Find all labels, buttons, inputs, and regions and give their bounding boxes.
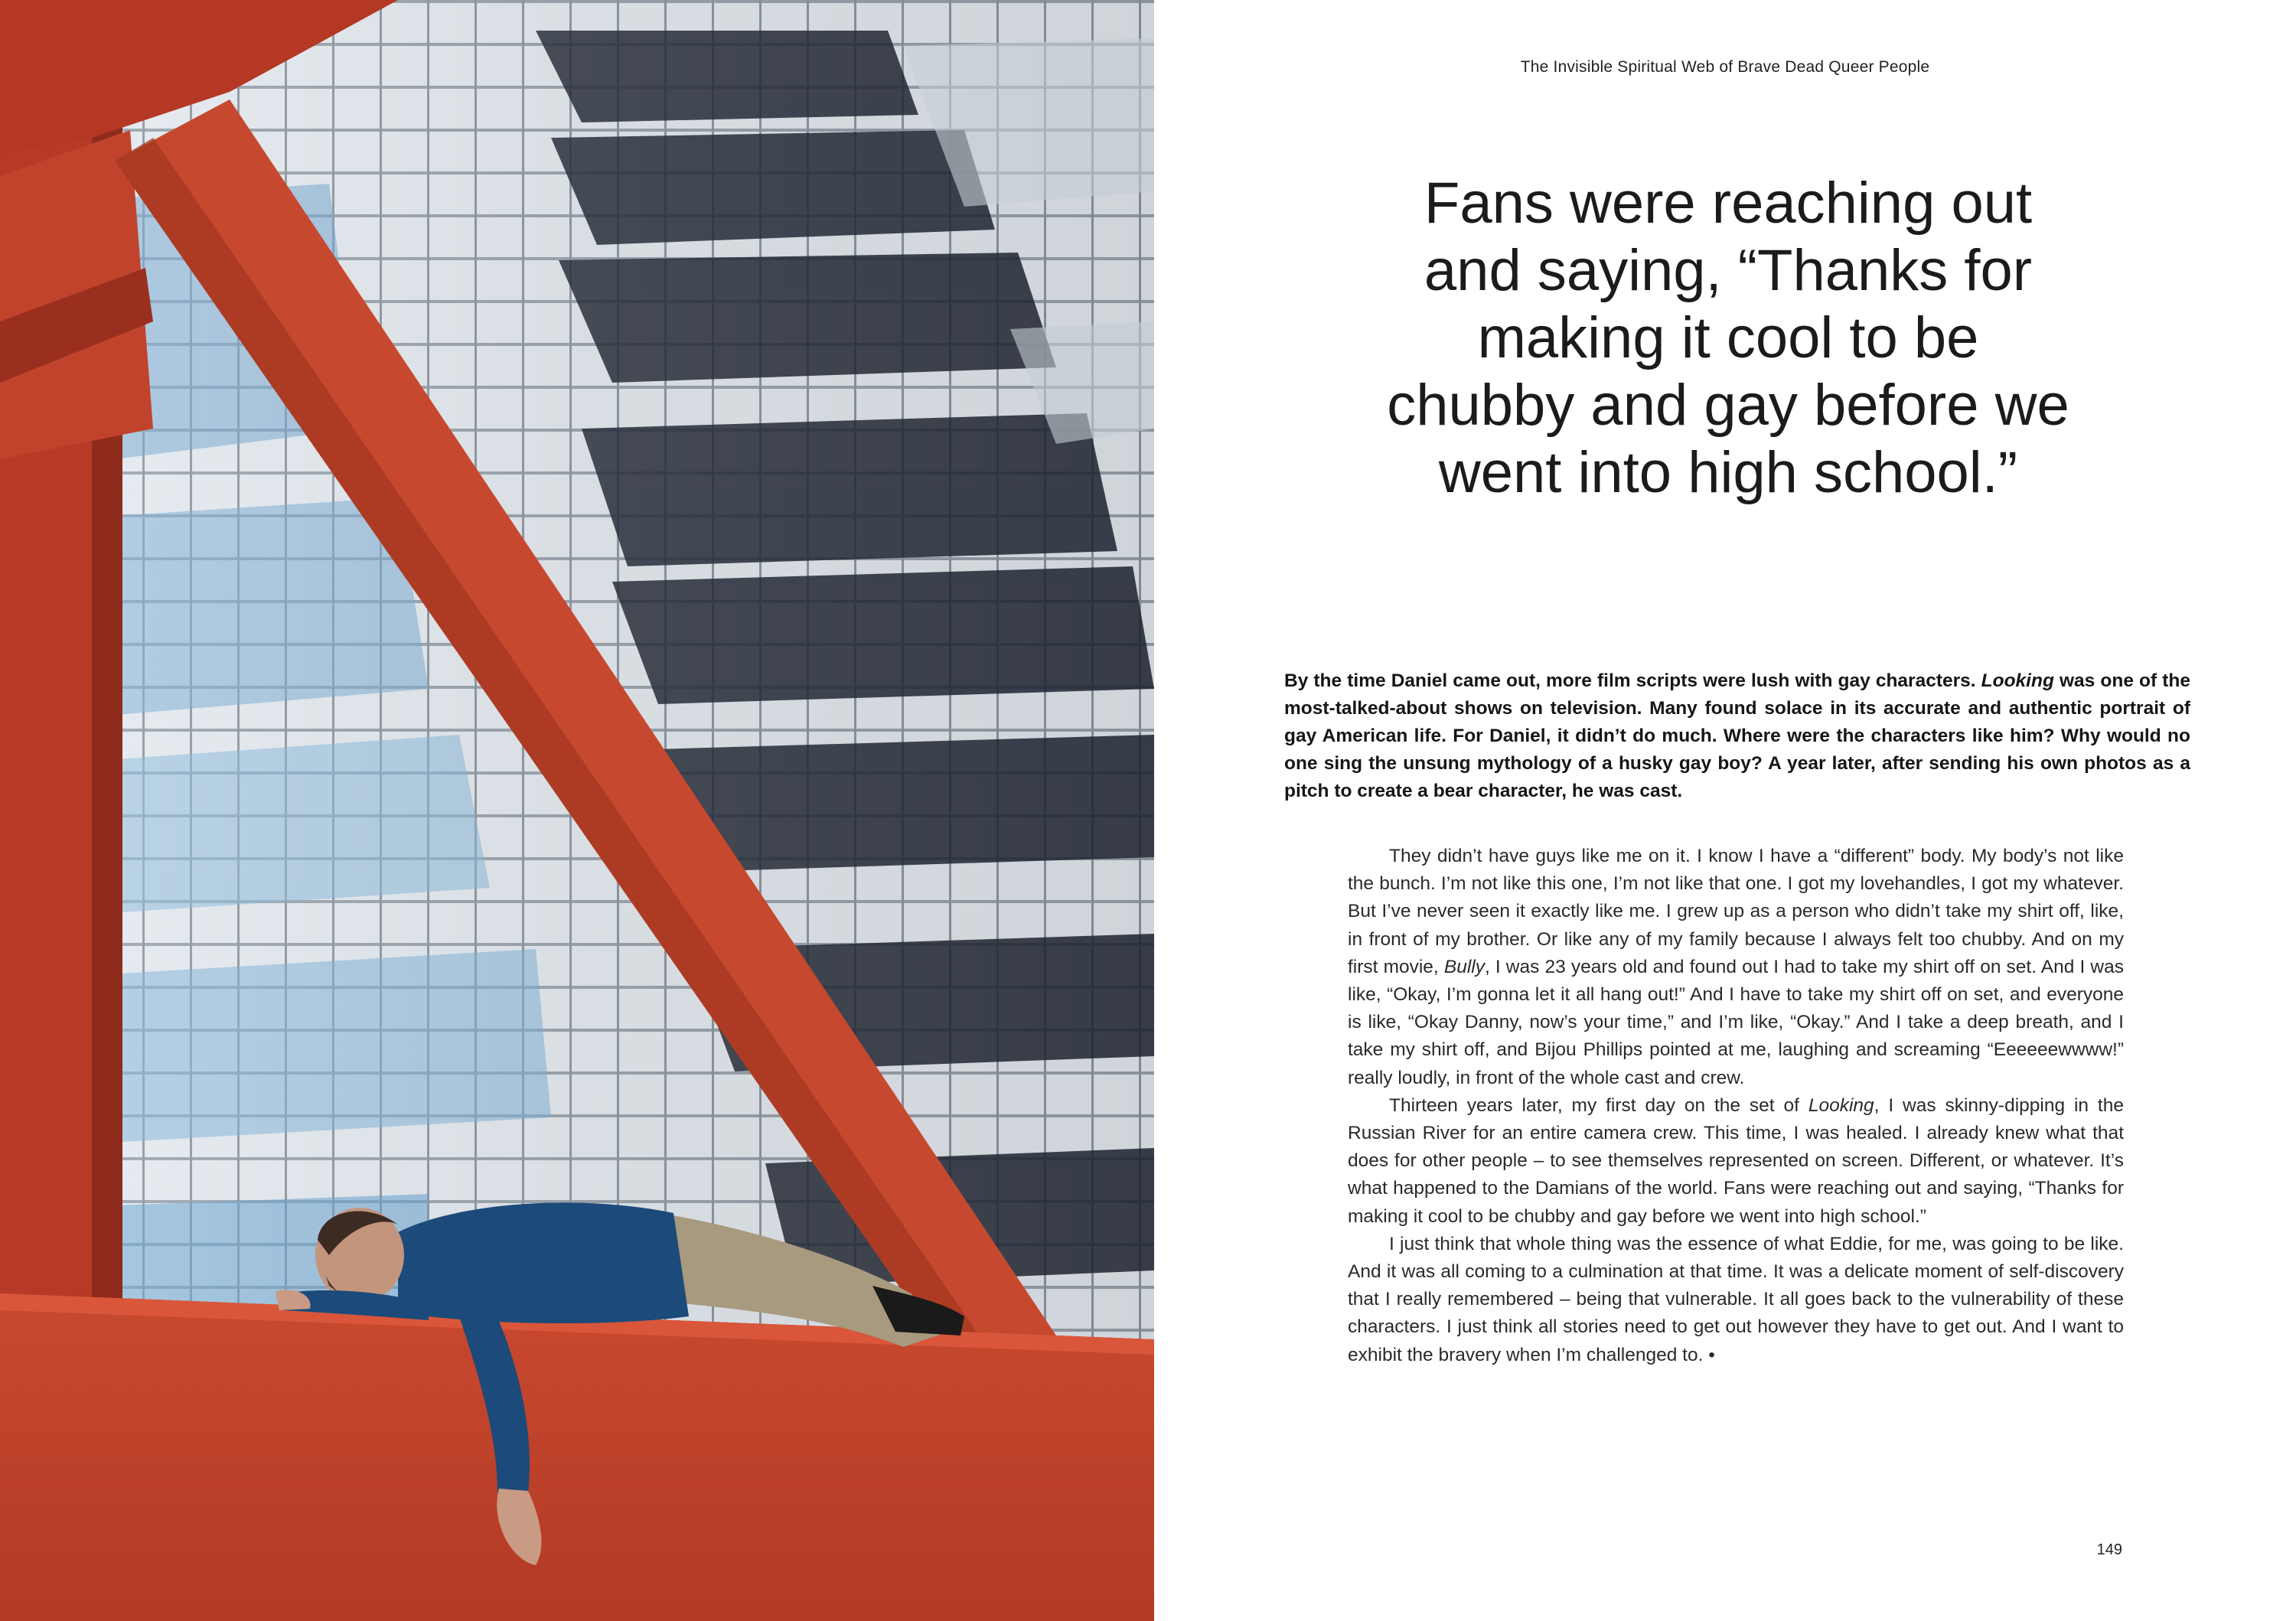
page-number: 149 — [2096, 1541, 2122, 1558]
p1-text-a: They didn’t have guys like me on it. I know I have a “different” body. My body’s not like the bunch. I’m not like this one, I’m not like that one. I got my lovehandles, I got my whatever. But I’ve never seen it exactly like me. I grew up as a person who didn’t take my shirt off, like, in front of my brother. Or like any of my family because I always felt too chubby. And on my first movie, — [1348, 846, 2124, 977]
body-paragraph-3: I just think that whole thing was the essence of what Eddie, for me, was going to be like. And it was all coming to a culmination at that time. It was a delicate moment of self-discovery that I really remembered – being that vulnerable. It all goes back to the vulnerability of these characters. I just think all stories need to get out however they have to get out. And I want to exhibit the bravery when I’m challenged to. • — [1348, 1233, 2124, 1365]
intro-text-1: By the time Daniel came out, more film scripts were lush with gay characters. — [1284, 670, 1981, 691]
p1-text-b: , I was 23 years old and found out I had to take my shirt off on set. And I was like, “Okay, I’m gonna let it all hang out!” And I have to take my shirt off on set, and everyone is like, “Okay Danny, now’s your time,” and I’m like, “Okay.” And I take a deep breath, and I take my shirt off, and Bijou Phillips pointed at me, laughing and screaming “Eeeeeewwww!” really loudly, in front of the whole cast and crew. — [1348, 956, 2124, 1088]
body-paragraph-2 — [1348, 1092, 2124, 1231]
pull-quote: Fans were reaching out and saying, “Thanks for making it cool to be chubby and gay before we went into high school.” — [1387, 171, 2069, 505]
intro-text-2: was one of the most-talked-about shows on television. Many found solace in its accurate and authentic portrait of gay American life. For Daniel, it didn’t do much. Where were the characters like him? Why would no one sing the unsung mythology of a husky gay boy? A year later, after sending his own photos as a pitch to create a bear character, he was cast. — [1284, 670, 2190, 801]
body-paragraph-1 — [1348, 843, 2124, 1092]
p2-text-a: Thirteen years later, my first day on the set of — [1389, 1094, 1808, 1116]
p1-movie-title: Bully — [1443, 956, 1485, 977]
p2-text-b: , I was skinny-dipping in the Russian River for an entire camera crew. This time, I was healed. I already knew what that does for other people – to see themselves represented on screen. Different, or whatever. It’s what happened to the Damians of the world. Fans were reaching out and saying, “Thanks for making it cool to be chubby and gay before we went into high school.” — [1348, 1094, 2124, 1227]
interview-body — [1348, 843, 2124, 1369]
intro-paragraph — [1284, 667, 2190, 805]
running-head: The Invisible Spiritual Web of Brave Dead Queer People — [1520, 58, 1930, 76]
intro-show-title: Looking — [1981, 670, 2054, 691]
p2-show-title: Looking — [1808, 1094, 1874, 1116]
text-page — [1154, 0, 2296, 1621]
